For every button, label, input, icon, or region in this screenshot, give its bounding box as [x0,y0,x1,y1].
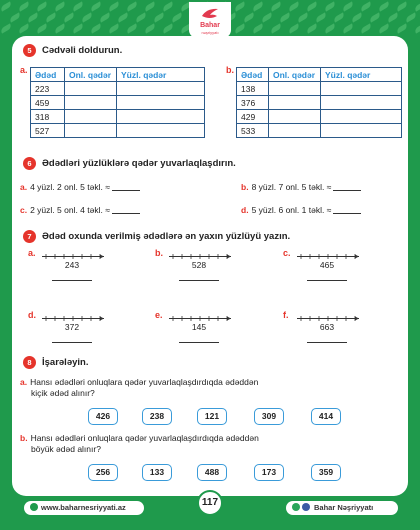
answer-cell[interactable] [321,124,402,138]
leaf-pattern [18,23,31,33]
leaf-pattern [360,23,373,33]
leaf-pattern [288,23,301,33]
answer-blank[interactable] [52,342,92,343]
leaf-pattern [252,1,265,11]
table-row [237,110,402,124]
leaf-pattern [72,23,85,33]
number-line-3 [283,248,357,276]
leaf-pattern [378,23,391,33]
leaf-pattern [378,1,391,11]
leaf-pattern [90,23,103,33]
question-a-line2: kiçik ədəd alınır? [31,388,95,398]
answer-blank[interactable] [333,190,361,191]
option-box[interactable]: 359 [311,464,341,481]
answer-blank[interactable] [307,342,347,343]
item-letter: a. [20,182,28,192]
round-item-b [241,182,361,192]
answer-cell[interactable] [321,96,402,110]
table-row [31,110,205,124]
item-letter: d. [28,310,36,320]
round-item-a [20,182,140,192]
leaf-pattern [54,23,67,33]
number-cell: 459 [31,96,65,110]
number-cell: 223 [31,82,65,96]
leaf-pattern [162,1,175,11]
answer-cell[interactable] [269,110,321,124]
leaf-pattern [387,12,400,22]
option-box[interactable]: 256 [88,464,118,481]
answer-blank[interactable] [112,190,140,191]
section-5-title: Cədvəli doldurun. [42,45,123,56]
answer-cell[interactable] [117,96,205,110]
item-letter: b. [155,248,163,258]
number-line-4 [28,310,102,338]
leaf-pattern [414,1,420,11]
leaf-pattern [360,1,373,11]
answer-blank[interactable] [333,213,361,214]
social-link[interactable] [286,501,398,515]
worksheet-page [12,36,408,496]
answer-cell[interactable] [117,124,205,138]
leaf-pattern [324,1,337,11]
website-text: www.baharnesriyyati.az [41,503,126,512]
header-hundreds: Yüzl. qədər [321,68,402,82]
leaf-pattern [279,12,292,22]
leaf-pattern [18,1,31,11]
leaf-pattern [54,1,67,11]
leaf-pattern [261,12,274,22]
leaf-pattern [396,1,409,11]
option-box[interactable]: 414 [311,408,341,425]
item-letter: c. [20,205,28,215]
leaf-pattern [36,1,49,11]
leaf-pattern [144,1,157,11]
item-letter: a. [28,248,36,258]
item-text: 5 yüzl. 6 onl. 1 təkl. ≈ [251,205,332,215]
leaf-pattern [315,12,328,22]
brand-sub: nəşriyyatı [201,30,219,35]
table-row [31,124,205,138]
leaf-pattern [126,1,139,11]
answer-cell[interactable] [321,110,402,124]
table-b [236,67,402,138]
item-letter: a. [20,377,28,387]
round-item-d [241,205,361,215]
number-cell: 376 [237,96,269,110]
leaf-pattern [243,12,256,22]
leaf-pattern [126,23,139,33]
option-box[interactable]: 173 [254,464,284,481]
item-letter: e. [155,310,163,320]
leaf-pattern [306,23,319,33]
page-number: 117 [197,490,223,516]
leaf-pattern [108,1,121,11]
answer-blank[interactable] [112,213,140,214]
option-box[interactable]: 238 [142,408,172,425]
social-text: Bahar Nəşriyyatı [314,503,374,512]
number-line-1 [28,248,102,276]
header-number: Ədəd [237,68,269,82]
leaf-pattern [333,12,346,22]
answer-cell[interactable] [269,82,321,96]
table-b-letter: b. [226,65,234,75]
option-box[interactable]: 121 [197,408,227,425]
header-tens: Onl. qədər [65,68,117,82]
leaf-pattern [324,23,337,33]
item-text: 8 yüzl. 7 onl. 5 təkl. ≈ [251,182,332,192]
item-letter: d. [241,205,249,215]
question-b-line1: Hansı ədədləri onluqlara qədər yuvarlaqlaşdırdıqda ədəddən [30,433,259,443]
facebook-icon [302,503,310,511]
leaf-pattern [144,23,157,33]
leaf-pattern [306,1,319,11]
answer-blank[interactable] [307,280,347,281]
question-b [20,433,259,455]
number-cell: 533 [237,124,269,138]
question-a-line1: Hansı ədədləri onluqlara qədər yuvarlaqlaşdırdıqda ədəddən [30,377,259,387]
number-cell: 318 [31,110,65,124]
axis-value: 465 [319,260,335,270]
leaf-pattern [405,12,418,22]
section-6-title: Ədədləri yüzlüklərə qədər yuvarlaqlaşdırın. [42,158,236,169]
answer-blank[interactable] [179,280,219,281]
leaf-pattern [72,1,85,11]
section-8-badge: 8 [23,356,36,369]
answer-cell[interactable] [65,96,117,110]
leaf-pattern [234,1,247,11]
leaf-pattern [153,12,166,22]
answer-cell[interactable] [65,82,117,96]
option-box[interactable]: 133 [142,464,172,481]
item-letter: c. [283,248,291,258]
leaf-pattern [36,23,49,33]
number-cell: 527 [31,124,65,138]
item-letter: b. [241,182,249,192]
round-item-c [20,205,140,215]
table-row [237,96,402,110]
answer-blank[interactable] [52,280,92,281]
section-7-badge: 7 [23,230,36,243]
leaf-pattern [135,12,148,22]
leaf-pattern [288,1,301,11]
axis-value: 145 [191,322,207,332]
axis-value: 243 [64,260,80,270]
leaf-pattern [342,1,355,11]
answer-cell[interactable] [269,96,321,110]
table-row [237,124,402,138]
table-row [237,82,402,96]
whatsapp-icon [292,503,300,511]
number-line-6 [283,310,357,338]
leaf-pattern [270,23,283,33]
question-a [20,377,258,399]
leaf-pattern [234,23,247,33]
globe-icon [30,503,38,511]
answer-cell[interactable] [117,110,205,124]
leaf-pattern [171,12,184,22]
section-8-title: İşarələyin. [42,357,89,368]
leaf-pattern [342,23,355,33]
answer-blank[interactable] [179,342,219,343]
table-row [31,96,205,110]
option-box[interactable]: 426 [88,408,118,425]
leaf-pattern [0,1,12,11]
section-6-badge: 6 [23,157,36,170]
number-cell: 429 [237,110,269,124]
header-number: Ədəd [31,68,65,82]
answer-cell[interactable] [65,110,117,124]
item-letter: f. [283,310,289,320]
answer-cell[interactable] [117,82,205,96]
number-line-2 [155,248,229,276]
answer-cell[interactable] [321,82,402,96]
leaf-pattern [369,12,382,22]
question-b-line2: böyük ədəd alınır? [31,444,101,454]
leaf-pattern [45,12,58,22]
bird-icon [201,7,219,21]
item-letter: b. [20,433,28,443]
section-5-badge: 5 [23,44,36,57]
leaf-pattern [9,12,22,22]
header-tens: Onl. qədər [269,68,321,82]
leaf-pattern [414,23,420,33]
answer-cell[interactable] [269,124,321,138]
axis-value: 372 [64,322,80,332]
leaf-pattern [99,12,112,22]
publisher-logo [189,2,231,38]
leaf-pattern [90,1,103,11]
axis-value: 663 [319,322,335,332]
leaf-pattern [162,23,175,33]
table-a-letter: a. [20,65,28,75]
website-link[interactable] [24,501,144,515]
leaf-pattern [270,1,283,11]
axis-value: 528 [191,260,207,270]
option-box[interactable]: 488 [197,464,227,481]
leaf-pattern [108,23,121,33]
brand-name: Bahar [200,22,220,29]
leaf-pattern [396,23,409,33]
leaf-pattern [252,23,265,33]
table-a [30,67,205,138]
number-line-5 [155,310,229,338]
leaf-pattern [351,12,364,22]
option-box[interactable]: 309 [254,408,284,425]
leaf-pattern [0,23,12,33]
leaf-pattern [63,12,76,22]
table-row [31,82,205,96]
item-text: 2 yüzl. 5 onl. 4 təkl. ≈ [30,205,110,215]
header-hundreds: Yüzl. qədər [117,68,205,82]
leaf-pattern [27,12,40,22]
item-text: 4 yüzl. 2 onl. 5 təkl. ≈ [30,182,110,192]
leaf-pattern [81,12,94,22]
answer-cell[interactable] [65,124,117,138]
number-cell: 138 [237,82,269,96]
leaf-pattern [297,12,310,22]
leaf-pattern [117,12,130,22]
section-7-title: Ədəd oxunda verilmiş ədədlərə ən yaxın yüzlüyü yazın. [42,231,291,242]
